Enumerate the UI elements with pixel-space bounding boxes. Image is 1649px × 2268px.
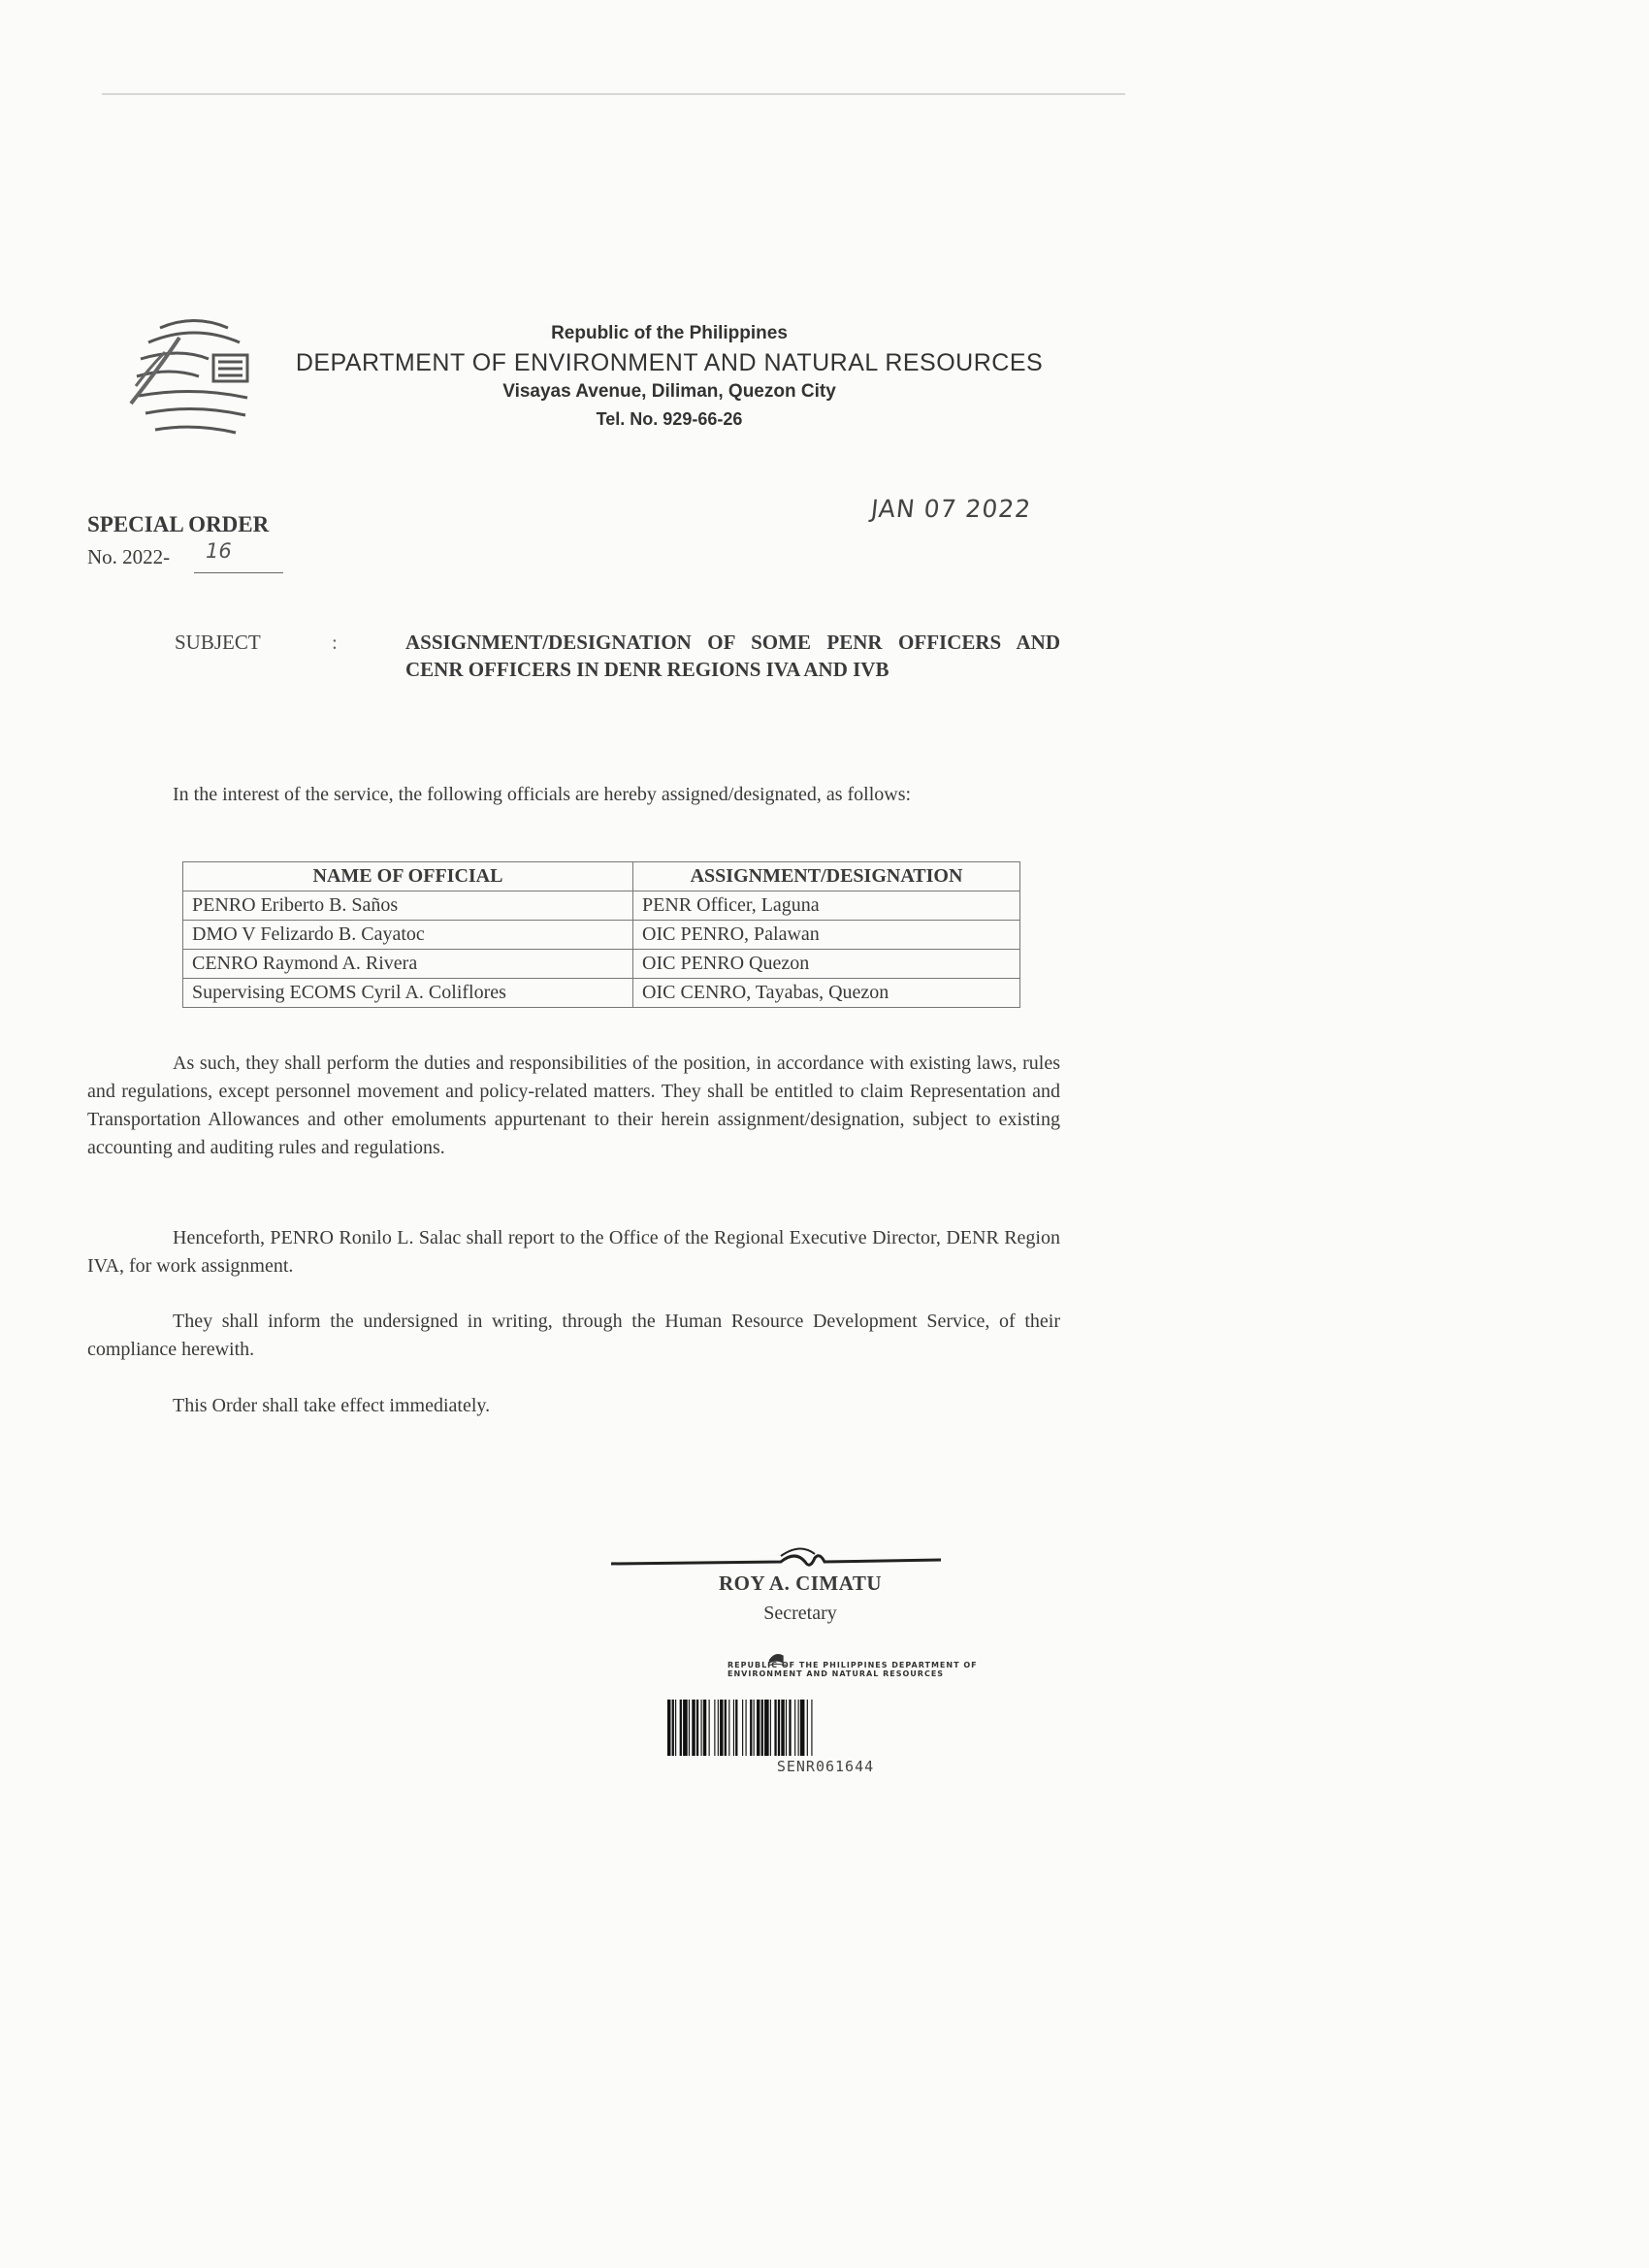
- letterhead-department: DEPARTMENT OF ENVIRONMENT AND NATURAL RESOURCES: [295, 349, 1044, 376]
- compliance-paragraph: They shall inform the undersigned in writing, through the Human Resource Development Service, of their compliance herewith.: [87, 1311, 1060, 1360]
- denr-seal-icon: [121, 308, 267, 454]
- official-name: Supervising ECOMS Cyril A. Coliflores: [183, 979, 633, 1008]
- report-paragraph: Henceforth, PENRO Ronilo L. Salac shall report to the Office of the Regional Executive Director, DENR Region IVA, for work assignment.: [87, 1227, 1060, 1277]
- subject-colon: :: [332, 631, 338, 654]
- official-name: DMO V Felizardo B. Cayatoc: [183, 921, 633, 950]
- barcode-icon: [665, 1700, 986, 1756]
- subject-text: ASSIGNMENT/DESIGNATION OF SOME PENR OFFICERS AND CENR OFFICERS IN DENR REGIONS IVA AND IVB: [405, 631, 1060, 681]
- stamp-text: REPUBLIC OF THE PHILIPPINES DEPARTMENT OF ENVIRONMENT AND NATURAL RESOURCES: [728, 1661, 978, 1678]
- date-stamp: JAN 07 2022: [869, 495, 1033, 523]
- assignment-table: [182, 861, 1020, 1008]
- letterhead-address: Visayas Avenue, Diliman, Quezon City: [502, 381, 836, 402]
- order-title: SPECIAL ORDER: [87, 512, 270, 536]
- table-row: [183, 979, 1020, 1008]
- barcode-number: SENR061644: [776, 1758, 875, 1775]
- order-number-underline: [194, 572, 283, 573]
- table-row: [183, 921, 1020, 950]
- table-row: [183, 891, 1020, 921]
- table-header-row: [183, 862, 1020, 891]
- letterhead-republic: Republic of the Philippines: [551, 323, 788, 343]
- header-name-of-official: NAME OF OFFICIAL: [183, 862, 633, 891]
- signatory-name: ROY A. CIMATU: [718, 1571, 883, 1595]
- subject-label: SUBJECT: [175, 631, 261, 654]
- top-rule: [102, 93, 1125, 95]
- effectivity-paragraph: This Order shall take effect immediately.: [173, 1395, 491, 1416]
- order-number: [87, 539, 232, 569]
- intro-paragraph: In the interest of the service, the following officials are hereby assigned/designated, as follows:: [173, 784, 912, 805]
- duties-paragraph: As such, they shall perform the duties and responsibilities of the position, in accordance with existing laws, rules and regulations, except personnel movement and policy-related matters. They shall be entitled to claim Representation and Transportation Allowances and other emoluments appurtenant to their herein assignment/designation, subject to existing accounting and auditing rules and regulations.: [87, 1053, 1060, 1158]
- order-number-value: 16: [206, 539, 232, 563]
- signatory-title: Secretary: [763, 1603, 837, 1624]
- header-assignment: ASSIGNMENT/DESIGNATION: [633, 862, 1020, 891]
- official-name: PENRO Eriberto B. Saños: [183, 891, 633, 921]
- letterhead-telephone: Tel. No. 929-66-26: [596, 409, 743, 429]
- official-assignment: PENR Officer, Laguna: [633, 891, 1020, 921]
- official-assignment: OIC CENRO, Tayabas, Quezon: [633, 979, 1020, 1008]
- official-assignment: OIC PENRO, Palawan: [633, 921, 1020, 950]
- official-assignment: OIC PENRO Quezon: [633, 950, 1020, 979]
- order-number-prefix: No. 2022-: [87, 545, 171, 568]
- table-row: [183, 950, 1020, 979]
- letterhead: [281, 320, 1057, 433]
- official-name: CENRO Raymond A. Rivera: [183, 950, 633, 979]
